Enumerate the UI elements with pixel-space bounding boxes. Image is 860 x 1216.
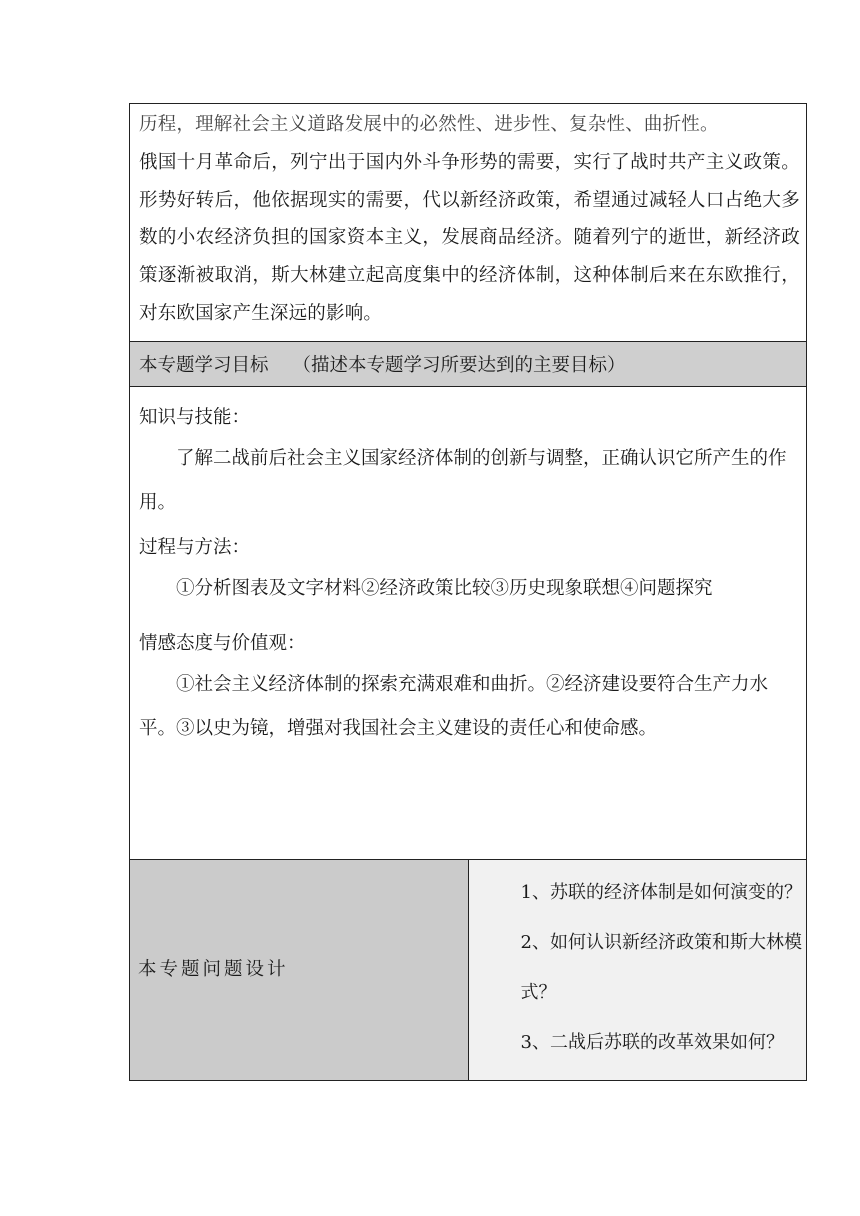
process-text: ①分析图表及文字材料②经济政策比较③历史现象联想④问题探究: [176, 577, 713, 599]
goals-header-title: 本专题学习目标: [139, 354, 269, 376]
process-title: 过程与方法：: [139, 536, 251, 558]
goals-header: [130, 341, 807, 386]
question-item-1: 1、苏联的经济体制是如何演变的？: [520, 881, 802, 903]
questions-label: 本专题问题设计: [130, 859, 469, 1080]
goals-body-row: [130, 386, 807, 859]
question-item-3: 3、二战后苏联的改革效果如何？: [520, 1031, 784, 1053]
question-item-2: 2、如何认识新经济政策和斯大林模式？: [520, 931, 802, 1003]
goals-header-hint: （描述本专题学习所要达到的主要目标）: [292, 354, 626, 376]
lesson-plan-table: [129, 103, 807, 1081]
intro-row: [130, 104, 807, 342]
knowledge-text: 了解二战前后社会主义国家经济体制的创新与调整，正确认识它所产生的作用。: [139, 447, 787, 513]
goals-body: [130, 386, 807, 859]
emotion-text: ①社会主义经济体制的探索充满艰难和曲折。②经济建设要符合生产力水平。③以史为镜，增强对我国社会主义建设的责任心和使命感。: [139, 673, 769, 739]
intro-paragraph: 俄国十月革命后，列宁出于国内外斗争形势的需要，实行了战时共产主义政策。形势好转后，他依据现实的需要，代以新经济政策，希望通过减轻人口占绝大多数的小农经济负担的国家资本主义，发展商品经济。随着列宁的逝世，新经济政策逐渐被取消，斯大林建立起高度集中的经济体制，这种体制后来在东欧推行，对东欧国家产生深远的影响。: [139, 151, 800, 324]
knowledge-title: 知识与技能：: [139, 406, 251, 428]
emotion-title: 情感态度与价值观：: [139, 632, 306, 654]
questions-row: [130, 859, 807, 1080]
intro-first-line: 历程，理解社会主义道路发展中的必然性、进步性、复杂性、曲折性。: [139, 114, 719, 135]
goals-header-row: [130, 341, 807, 386]
intro-cell: [130, 104, 807, 342]
questions-list: [468, 859, 807, 1080]
